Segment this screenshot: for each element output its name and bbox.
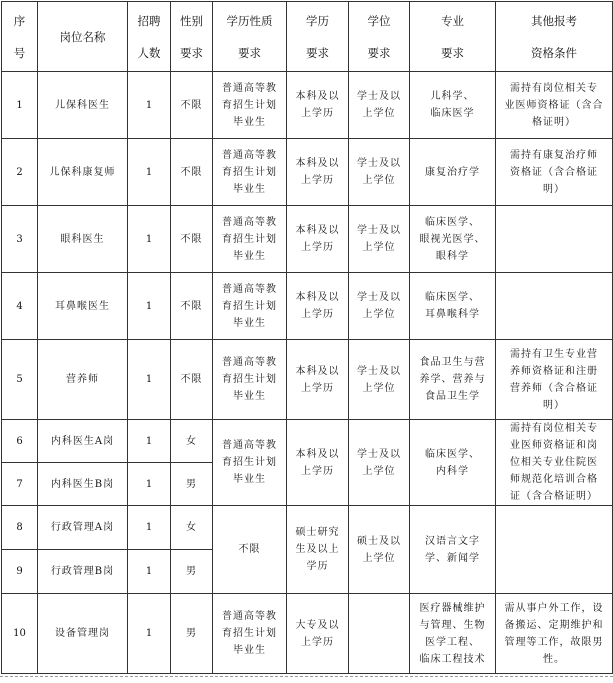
- row-position: 行政管理A岗: [38, 506, 128, 550]
- row-gender: 女: [171, 506, 213, 550]
- row-education: 本科及以 上学历: [287, 72, 349, 139]
- row-gender: 男: [171, 463, 213, 506]
- row-count: 1: [128, 139, 171, 206]
- row-count: 1: [128, 463, 171, 506]
- row-gender: 不限: [171, 139, 213, 206]
- row-edu-nature: 普通高等教 育招生计划 毕业生: [213, 206, 287, 273]
- row-position: 内科医生A岗: [38, 420, 128, 463]
- row-gender: 女: [171, 420, 213, 463]
- row-seq: 10: [2, 594, 38, 674]
- table-row: [2, 72, 613, 139]
- row-degree: 学士及以 上学位: [349, 206, 410, 273]
- row-education: 本科及以 上学历: [287, 139, 349, 206]
- header-other: 其他报考 资格条件: [496, 2, 613, 72]
- row-education: 大专及以 上学历: [287, 594, 349, 674]
- row-count: 1: [128, 273, 171, 340]
- row-gender: 不限: [171, 206, 213, 273]
- row-other: [496, 206, 613, 273]
- row-position: 儿保科康复师: [38, 139, 128, 206]
- group-admin-other: [496, 506, 613, 594]
- row-count: 1: [128, 550, 171, 594]
- group-admin-edu-nature: 不限: [213, 506, 287, 594]
- row-gender: 男: [171, 594, 213, 674]
- row-edu-nature: 普通高等教 育招生计划 毕业生: [213, 340, 287, 420]
- row-gender: 男: [171, 550, 213, 594]
- header-row: [2, 2, 613, 72]
- row-position: 眼科医生: [38, 206, 128, 273]
- group-admin-education: 硕士研究 生及以上 学历: [287, 506, 349, 594]
- row-count: 1: [128, 340, 171, 420]
- header-major: 专业 要求: [410, 2, 496, 72]
- row-seq: 3: [2, 206, 38, 273]
- header-seq: 序 号: [2, 2, 38, 72]
- row-education: 本科及以 上学历: [287, 206, 349, 273]
- row-count: 1: [128, 72, 171, 139]
- row-seq: 7: [2, 463, 38, 506]
- row-position: 儿保科医生: [38, 72, 128, 139]
- group-admin-major: 汉语言文字 学、新闻学: [410, 506, 496, 594]
- row-seq: 2: [2, 139, 38, 206]
- row-major: 康复治疗学: [410, 139, 496, 206]
- row-count: 1: [128, 420, 171, 463]
- row-other: 需持有岗位相关专 业医师资格证（含合 格证明）: [496, 72, 613, 139]
- table-row: [2, 506, 613, 550]
- row-other: [496, 273, 613, 340]
- header-edu-nature: 学历性质 要求: [213, 2, 287, 72]
- table-row: [2, 273, 613, 340]
- row-edu-nature: 普通高等教 育招生计划 毕业生: [213, 594, 287, 674]
- row-education: 本科及以 上学历: [287, 340, 349, 420]
- row-degree: [349, 594, 410, 674]
- row-other: 需从事户外工作，设 备搬运、定期维护和 管理等工作，故限男 性。: [496, 594, 613, 674]
- row-degree: 学士及以 上学位: [349, 273, 410, 340]
- row-degree: 学士及以 上学位: [349, 139, 410, 206]
- row-education: 本科及以 上学历: [287, 273, 349, 340]
- row-major: 医疗器械维护 与管理、生物 医学工程、 临床工程技术: [410, 594, 496, 674]
- row-edu-nature: 普通高等教 育招生计划 毕业生: [213, 139, 287, 206]
- row-seq: 6: [2, 420, 38, 463]
- row-count: 1: [128, 506, 171, 550]
- row-position: 营养师: [38, 340, 128, 420]
- row-seq: 4: [2, 273, 38, 340]
- header-gender: 性别 要求: [171, 2, 213, 72]
- header-degree: 学位 要求: [349, 2, 410, 72]
- header-position: 岗位名称: [38, 2, 128, 72]
- row-gender: 不限: [171, 273, 213, 340]
- row-major: 临床医学、 眼视光医学、 眼科学: [410, 206, 496, 273]
- row-seq: 9: [2, 550, 38, 594]
- row-gender: 不限: [171, 340, 213, 420]
- group-internal-other: 需持有岗位相关专 业医师资格证和岗 位相关专业住院医 师规范化培训合格 证（含合格证明）: [496, 420, 613, 506]
- table-row: [2, 340, 613, 420]
- group-internal-degree: 学士及以 上学位: [349, 420, 410, 506]
- group-internal-edu-nature: 普通高等教 育招生计划 毕业生: [213, 420, 287, 506]
- table-row: [2, 139, 613, 206]
- row-edu-nature: 普通高等教 育招生计划 毕业生: [213, 72, 287, 139]
- row-major: 食品卫生与营 养学、营养与 食品卫生学: [410, 340, 496, 420]
- row-seq: 8: [2, 506, 38, 550]
- table-row: [2, 206, 613, 273]
- row-seq: 5: [2, 340, 38, 420]
- page-bottom-rule: [0, 676, 613, 677]
- header-count: 招聘 人数: [128, 2, 171, 72]
- row-count: 1: [128, 206, 171, 273]
- row-count: 1: [128, 594, 171, 674]
- group-internal-major: 临床医学、 内科学: [410, 420, 496, 506]
- row-position: 耳鼻喉医生: [38, 273, 128, 340]
- row-position: 设备管理岗: [38, 594, 128, 674]
- group-admin-degree: 硕士及以 上学位: [349, 506, 410, 594]
- table-row: [2, 420, 613, 463]
- row-position: 内科医生B岗: [38, 463, 128, 506]
- row-major: 临床医学、 耳鼻喉科学: [410, 273, 496, 340]
- row-other: 需持有卫生专业营 养师资格证和注册 营养师（含合格证 明）: [496, 340, 613, 420]
- group-internal-education: 本科及以 上学历: [287, 420, 349, 506]
- row-major: 儿科学、 临床医学: [410, 72, 496, 139]
- row-other: 需持有康复治疗师 资格证（含合格证 明）: [496, 139, 613, 206]
- header-education: 学历 要求: [287, 2, 349, 72]
- recruitment-table: [1, 1, 613, 674]
- row-degree: 学士及以 上学位: [349, 340, 410, 420]
- row-seq: 1: [2, 72, 38, 139]
- row-position: 行政管理B岗: [38, 550, 128, 594]
- row-gender: 不限: [171, 72, 213, 139]
- table-row: [2, 594, 613, 674]
- row-edu-nature: 普通高等教 育招生计划 毕业生: [213, 273, 287, 340]
- row-degree: 学士及以 上学位: [349, 72, 410, 139]
